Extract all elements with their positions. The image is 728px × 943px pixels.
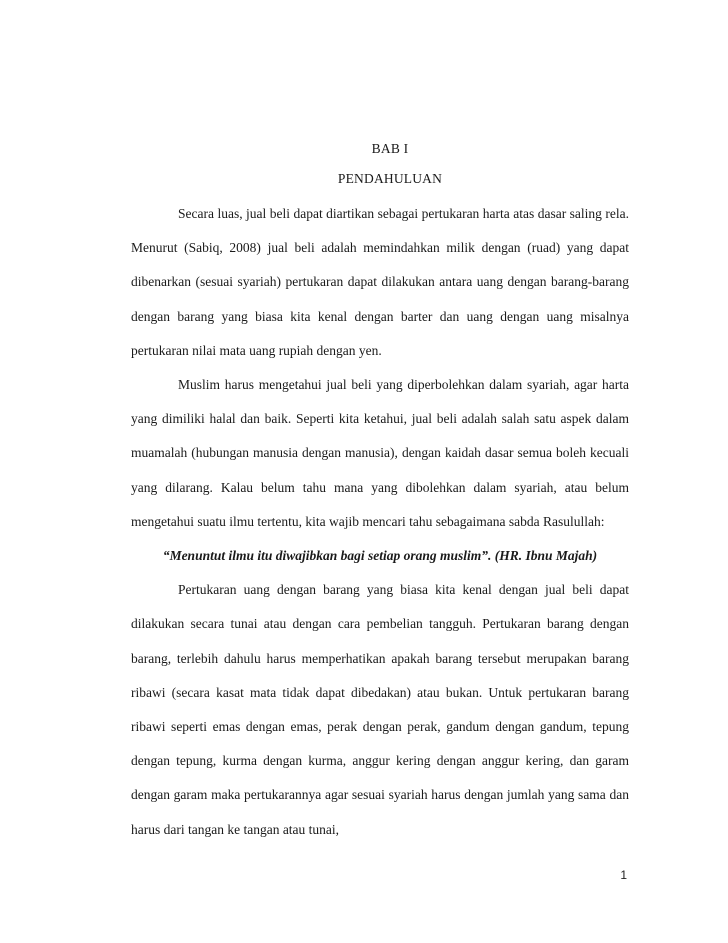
body-text [131,197,629,847]
hadith-quote: “Menuntut ilmu itu diwajibkan bagi setiap orang muslim”. (HR. Ibnu Majah) [162,548,598,564]
chapter-title: PENDAHULUAN [337,171,443,186]
chapter-label: BAB I [371,141,409,156]
paragraph-1: Secara luas, jual beli dapat diartikan sebagai pertukaran harta atas dasar saling rela. Menurut (Sabiq, 2008) jual beli adalah memindahkan milik dengan (ruad) yang dapat dibenarkan (sesuai syariah) pertukaran dapat dilakukan antara uang dengan barang-barang dengan barang yang biasa kita kenal dengan barter dan uang dengan uang misalnya pertukaran nilai mata uang rupiah dengan yen. [131,206,629,358]
paragraph-2: Muslim harus mengetahui jual beli yang diperbolehkan dalam syariah, agar harta yang dimiliki halal dan baik. Seperti kita ketahui, jual beli adalah salah satu aspek dalam muamalah (hubungan manusia dengan manusia), dengan kaidah dasar semua boleh kecuali yang dilarang. Kalau belum tahu mana yang dibolehkan dalam syariah, atau belum mengetahui suatu ilmu tertentu, kita wajib mencari tahu sebagaimana sabda Rasulullah: [131,377,629,529]
paragraph-3: Pertukaran uang dengan barang yang biasa kita kenal dengan jual beli dapat dilakukan secara tunai atau dengan cara pembelian tangguh. Pertukaran barang dengan barang, terlebih dahulu harus memperhatikan apakah barang tersebut merupakan barang ribawi (secara kasat mata tidak dapat dibedakan) atau bukan. Untuk pertukaran barang ribawi seperti emas dengan emas, perak dengan perak, gandum dengan gandum, tepung dengan tepung, kurma dengan kurma, anggur kering dengan anggur kering, dan garam dengan garam maka pertukarannya agar sesuai syariah harus dengan jumlah yang sama dan harus dari tangan ke tangan atau tunai, [131,582,629,837]
page-number: 1 [620,868,627,882]
